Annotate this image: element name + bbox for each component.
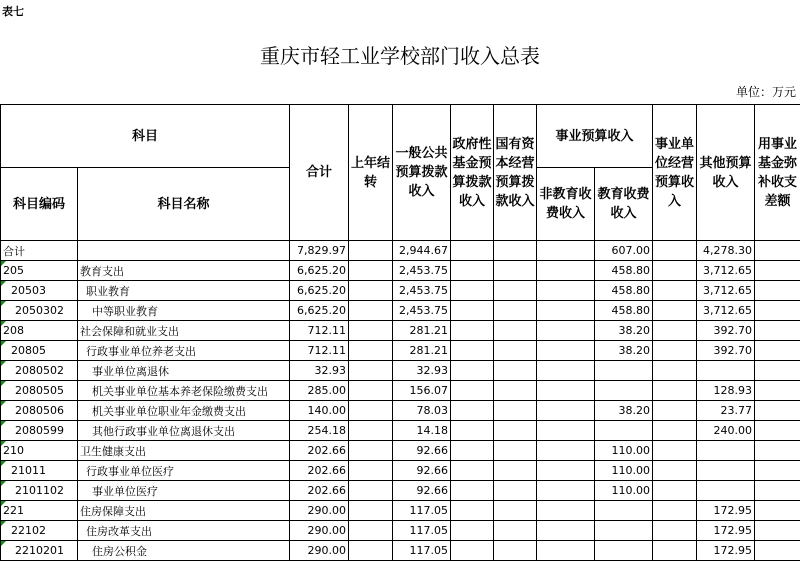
cell-state-capital	[494, 541, 537, 561]
code-text: 2080599	[15, 424, 64, 437]
cell-edu-fee	[595, 521, 653, 541]
cell-code	[1, 301, 78, 321]
cell-name: 事业单位离退休	[78, 361, 290, 381]
cell-non-edu-fee	[537, 381, 595, 401]
cell-edu-fee	[595, 381, 653, 401]
cell-other	[697, 441, 755, 461]
cell-code	[1, 381, 78, 401]
cell-gov-fund	[451, 361, 494, 381]
cell-edu-fee: 38.20	[595, 341, 653, 361]
table-row	[1, 321, 800, 341]
cell-code	[1, 361, 78, 381]
cell-code	[1, 261, 78, 281]
cell-operating	[653, 321, 697, 341]
cell-general: 78.03	[393, 401, 451, 421]
cell-operating	[653, 481, 697, 501]
cell-name: 卫生健康支出	[78, 441, 290, 461]
code-text: 20503	[11, 284, 46, 297]
cell-edu-fee: 38.20	[595, 401, 653, 421]
cell-gov-fund	[451, 261, 494, 281]
cell-carryover	[349, 541, 393, 561]
cell-fund	[755, 461, 800, 481]
cell-carryover	[349, 261, 393, 281]
cell-fund	[755, 521, 800, 541]
table-row	[1, 301, 800, 321]
cell-carryover	[349, 461, 393, 481]
cell-general: 117.05	[393, 501, 451, 521]
cell-total: 202.66	[290, 441, 349, 461]
code-text: 2050302	[15, 304, 64, 317]
cell-gov-fund	[451, 341, 494, 361]
cell-other: 3,712.65	[697, 281, 755, 301]
table-row	[1, 521, 800, 541]
code-text: 合计	[3, 244, 25, 258]
cell-name: 住房改革支出	[78, 521, 290, 541]
cell-edu-fee: 110.00	[595, 461, 653, 481]
cell-non-edu-fee	[537, 521, 595, 541]
cell-general: 117.05	[393, 521, 451, 541]
cell-state-capital	[494, 281, 537, 301]
table-number-label: 表七	[2, 5, 24, 18]
cell-gov-fund	[451, 321, 494, 341]
cell-other	[697, 481, 755, 501]
cell-general: 156.07	[393, 381, 451, 401]
cell-gov-fund	[451, 301, 494, 321]
cell-code	[1, 421, 78, 441]
cell-gov-fund	[451, 281, 494, 301]
cell-operating	[653, 241, 697, 261]
cell-code	[1, 521, 78, 541]
cell-operating	[653, 441, 697, 461]
cell-state-capital	[494, 461, 537, 481]
cell-name: 事业单位医疗	[78, 481, 290, 501]
cell-gov-fund	[451, 401, 494, 421]
table-row	[1, 541, 800, 561]
cell-marker-icon	[1, 321, 6, 326]
cell-state-capital	[494, 501, 537, 521]
table-row	[1, 461, 800, 481]
cell-total: 32.93	[290, 361, 349, 381]
cell-fund	[755, 241, 800, 261]
header-code: 科目编码	[1, 168, 78, 241]
cell-non-edu-fee	[537, 461, 595, 481]
cell-code	[1, 441, 78, 461]
table-row	[1, 341, 800, 361]
cell-other: 3,712.65	[697, 301, 755, 321]
cell-name: 行政事业单位养老支出	[78, 341, 290, 361]
cell-gov-fund	[451, 241, 494, 261]
cell-operating	[653, 461, 697, 481]
header-total: 合计	[290, 105, 349, 241]
income-summary-table	[0, 104, 800, 561]
header-gov-fund: 政府性基金预算拨款收入	[451, 105, 494, 241]
cell-marker-icon	[1, 541, 6, 546]
cell-code	[1, 321, 78, 341]
cell-carryover	[349, 421, 393, 441]
cell-total: 6,625.20	[290, 301, 349, 321]
cell-general: 2,453.75	[393, 301, 451, 321]
header-subject: 科目	[1, 105, 290, 168]
cell-non-edu-fee	[537, 401, 595, 421]
code-text: 22102	[11, 524, 46, 537]
cell-general: 281.21	[393, 341, 451, 361]
header-state-capital: 国有资本经营预算拨款收入	[494, 105, 537, 241]
cell-code	[1, 461, 78, 481]
cell-operating	[653, 521, 697, 541]
cell-marker-icon	[1, 521, 6, 526]
header-undertaking-income: 事业预算收入	[537, 105, 653, 168]
cell-general: 281.21	[393, 321, 451, 341]
header-other-income: 其他预算收入	[697, 105, 755, 241]
code-text: 221	[3, 504, 24, 517]
cell-state-capital	[494, 441, 537, 461]
cell-name: 教育支出	[78, 261, 290, 281]
cell-edu-fee	[595, 421, 653, 441]
cell-name: 其他行政事业单位离退休支出	[78, 421, 290, 441]
cell-code	[1, 281, 78, 301]
cell-fund	[755, 441, 800, 461]
cell-name: 中等职业教育	[78, 301, 290, 321]
cell-non-edu-fee	[537, 301, 595, 321]
cell-edu-fee: 110.00	[595, 481, 653, 501]
cell-state-capital	[494, 421, 537, 441]
cell-operating	[653, 421, 697, 441]
cell-general: 92.66	[393, 441, 451, 461]
header-non-edu-fee: 非教育收费收入	[537, 168, 595, 241]
cell-state-capital	[494, 381, 537, 401]
cell-marker-icon	[1, 441, 6, 446]
cell-other	[697, 461, 755, 481]
cell-general: 2,944.67	[393, 241, 451, 261]
cell-gov-fund	[451, 541, 494, 561]
table-body	[1, 241, 800, 561]
cell-non-edu-fee	[537, 481, 595, 501]
cell-other: 172.95	[697, 501, 755, 521]
cell-non-edu-fee	[537, 441, 595, 461]
cell-carryover	[349, 401, 393, 421]
cell-fund	[755, 361, 800, 381]
cell-marker-icon	[1, 481, 6, 486]
code-text: 2101102	[15, 484, 64, 497]
cell-other: 4,278.30	[697, 241, 755, 261]
cell-name: 行政事业单位医疗	[78, 461, 290, 481]
cell-fund	[755, 281, 800, 301]
cell-other: 23.77	[697, 401, 755, 421]
cell-marker-icon	[1, 381, 6, 386]
cell-operating	[653, 401, 697, 421]
cell-carryover	[349, 521, 393, 541]
code-text: 2080506	[15, 404, 64, 417]
cell-total: 290.00	[290, 501, 349, 521]
header-general-budget: 一般公共预算拨款收入	[393, 105, 451, 241]
cell-marker-icon	[1, 281, 6, 286]
header-carryover: 上年结转	[349, 105, 393, 241]
table-row	[1, 401, 800, 421]
cell-state-capital	[494, 241, 537, 261]
cell-state-capital	[494, 321, 537, 341]
cell-general: 92.66	[393, 461, 451, 481]
cell-non-edu-fee	[537, 261, 595, 281]
unit-label: 单位：万元	[735, 85, 796, 99]
cell-marker-icon	[1, 301, 6, 306]
cell-carryover	[349, 361, 393, 381]
cell-operating	[653, 501, 697, 521]
cell-state-capital	[494, 341, 537, 361]
cell-non-edu-fee	[537, 421, 595, 441]
table-row	[1, 381, 800, 401]
cell-name: 社会保障和就业支出	[78, 321, 290, 341]
cell-non-edu-fee	[537, 541, 595, 561]
cell-marker-icon	[1, 341, 6, 346]
code-text: 210	[3, 444, 24, 457]
cell-operating	[653, 281, 697, 301]
cell-operating	[653, 261, 697, 281]
cell-other: 392.70	[697, 321, 755, 341]
code-text: 208	[3, 324, 24, 337]
cell-fund	[755, 541, 800, 561]
cell-edu-fee: 458.80	[595, 261, 653, 281]
cell-other: 3,712.65	[697, 261, 755, 281]
cell-other: 240.00	[697, 421, 755, 441]
cell-name: 机关事业单位基本养老保险缴费支出	[78, 381, 290, 401]
code-text: 21011	[11, 464, 46, 477]
cell-carryover	[349, 381, 393, 401]
cell-non-edu-fee	[537, 281, 595, 301]
cell-code	[1, 401, 78, 421]
cell-general: 92.66	[393, 481, 451, 501]
cell-total: 7,829.97	[290, 241, 349, 261]
cell-edu-fee: 38.20	[595, 321, 653, 341]
header-edu-fee: 教育收费收入	[595, 168, 653, 241]
cell-other: 392.70	[697, 341, 755, 361]
cell-carryover	[349, 481, 393, 501]
cell-gov-fund	[451, 421, 494, 441]
cell-name: 职业教育	[78, 281, 290, 301]
cell-total: 202.66	[290, 481, 349, 501]
cell-fund	[755, 321, 800, 341]
cell-other: 172.95	[697, 541, 755, 561]
cell-state-capital	[494, 521, 537, 541]
cell-carryover	[349, 441, 393, 461]
cell-carryover	[349, 341, 393, 361]
table-row	[1, 481, 800, 501]
cell-carryover	[349, 501, 393, 521]
cell-marker-icon	[1, 421, 6, 426]
header-fund-supplement: 用事业基金弥补收支差额	[755, 105, 800, 241]
cell-name	[78, 241, 290, 261]
cell-marker-icon	[1, 501, 6, 506]
cell-general: 32.93	[393, 361, 451, 381]
cell-name: 机关事业单位职业年金缴费支出	[78, 401, 290, 421]
cell-gov-fund	[451, 481, 494, 501]
cell-non-edu-fee	[537, 321, 595, 341]
cell-state-capital	[494, 301, 537, 321]
cell-gov-fund	[451, 381, 494, 401]
cell-edu-fee	[595, 361, 653, 381]
cell-code	[1, 341, 78, 361]
cell-code	[1, 541, 78, 561]
cell-gov-fund	[451, 521, 494, 541]
cell-fund	[755, 481, 800, 501]
table-row	[1, 241, 800, 261]
table-row	[1, 501, 800, 521]
header-operating-income: 事业单位经营预算收入	[653, 105, 697, 241]
cell-total: 290.00	[290, 541, 349, 561]
cell-other: 128.93	[697, 381, 755, 401]
cell-carryover	[349, 321, 393, 341]
cell-total: 140.00	[290, 401, 349, 421]
cell-state-capital	[494, 481, 537, 501]
cell-marker-icon	[1, 261, 6, 266]
code-text: 20805	[11, 344, 46, 357]
cell-marker-icon	[1, 461, 6, 466]
cell-name: 住房公积金	[78, 541, 290, 561]
table-row	[1, 361, 800, 381]
cell-operating	[653, 301, 697, 321]
cell-code	[1, 241, 78, 261]
cell-edu-fee: 458.80	[595, 301, 653, 321]
cell-gov-fund	[451, 501, 494, 521]
cell-general: 2,453.75	[393, 261, 451, 281]
cell-other	[697, 361, 755, 381]
cell-total: 712.11	[290, 341, 349, 361]
cell-total: 202.66	[290, 461, 349, 481]
cell-fund	[755, 301, 800, 321]
cell-total: 6,625.20	[290, 281, 349, 301]
cell-fund	[755, 341, 800, 361]
table-row	[1, 441, 800, 461]
cell-non-edu-fee	[537, 341, 595, 361]
cell-marker-icon	[1, 401, 6, 406]
table-row	[1, 421, 800, 441]
cell-general: 14.18	[393, 421, 451, 441]
cell-non-edu-fee	[537, 361, 595, 381]
cell-state-capital	[494, 261, 537, 281]
cell-edu-fee: 607.00	[595, 241, 653, 261]
code-text: 205	[3, 264, 24, 277]
cell-general: 117.05	[393, 541, 451, 561]
cell-code	[1, 501, 78, 521]
cell-operating	[653, 341, 697, 361]
cell-gov-fund	[451, 441, 494, 461]
cell-state-capital	[494, 401, 537, 421]
cell-operating	[653, 361, 697, 381]
cell-operating	[653, 381, 697, 401]
cell-non-edu-fee	[537, 501, 595, 521]
cell-fund	[755, 401, 800, 421]
cell-fund	[755, 421, 800, 441]
cell-name: 住房保障支出	[78, 501, 290, 521]
cell-operating	[653, 541, 697, 561]
code-text: 2080502	[15, 364, 64, 377]
cell-edu-fee: 458.80	[595, 281, 653, 301]
code-text: 2080505	[15, 384, 64, 397]
cell-non-edu-fee	[537, 241, 595, 261]
cell-total: 254.18	[290, 421, 349, 441]
cell-state-capital	[494, 361, 537, 381]
cell-fund	[755, 261, 800, 281]
cell-marker-icon	[1, 361, 6, 366]
cell-edu-fee	[595, 541, 653, 561]
cell-code	[1, 481, 78, 501]
cell-total: 290.00	[290, 521, 349, 541]
cell-carryover	[349, 241, 393, 261]
cell-total: 285.00	[290, 381, 349, 401]
cell-carryover	[349, 281, 393, 301]
cell-gov-fund	[451, 461, 494, 481]
cell-edu-fee	[595, 501, 653, 521]
cell-carryover	[349, 301, 393, 321]
table-row	[1, 261, 800, 281]
cell-total: 712.11	[290, 321, 349, 341]
header-name: 科目名称	[78, 168, 290, 241]
cell-other: 172.95	[697, 521, 755, 541]
page-title: 重庆市轻工业学校部门收入总表	[260, 44, 540, 68]
table-row	[1, 281, 800, 301]
cell-fund	[755, 501, 800, 521]
cell-edu-fee: 110.00	[595, 441, 653, 461]
cell-fund	[755, 381, 800, 401]
cell-total: 6,625.20	[290, 261, 349, 281]
code-text: 2210201	[15, 544, 64, 557]
cell-general: 2,453.75	[393, 281, 451, 301]
